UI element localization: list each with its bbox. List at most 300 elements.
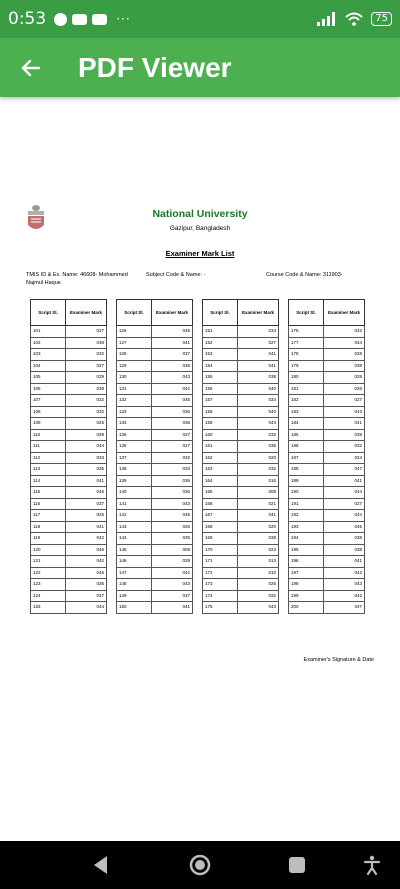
script-sl-cell: 186 [289,441,324,453]
table-row [31,487,107,499]
examiner-mark-cell: 032 [66,349,107,361]
examiner-mark-cell: 041 [238,349,279,361]
table-row [117,590,193,602]
table-row [289,521,365,533]
table-row [117,349,193,361]
script-sl-cell: 130 [117,372,152,384]
table-row [117,556,193,568]
table-row [203,544,279,556]
examiner-mark-cell: 042 [324,590,365,602]
table-row [117,544,193,556]
script-sl-cell: 115 [31,487,66,499]
examiner-mark-cell: 041 [238,360,279,372]
script-sl-cell: 142 [117,510,152,522]
column-header-examiner-mark: Examiner Mark [324,300,365,326]
column-header-examiner-mark: Examiner Mark [152,300,193,326]
examiner-info: TMIS ID & Ex. Name: 46608- Mohammed Najmul Haque [26,272,128,286]
examiner-mark-cell: 020 [238,521,279,533]
examiner-mark-cell: 041 [66,521,107,533]
examiner-mark-cell: 028 [152,556,193,568]
table-row [289,487,365,499]
script-sl-cell: 200 [289,602,324,614]
examiner-mark-cell: 039 [324,429,365,441]
table-row [289,602,365,614]
column-header-script-sl: Script Sl. [117,300,152,326]
table-row [203,556,279,568]
table-row [289,567,365,579]
examiner-mark-cell: 032 [66,395,107,407]
examiner-mark-cell: 038 [238,533,279,545]
script-sl-cell: 149 [117,590,152,602]
examiner-mark-cell: 043 [152,498,193,510]
table-row [117,429,193,441]
script-sl-cell: 114 [31,475,66,487]
script-sl-cell: 151 [203,326,238,338]
app-bar [0,38,400,97]
examiner-mark-cell: 032 [238,464,279,476]
examiner-mark-cell: 029 [66,372,107,384]
table-row [117,337,193,349]
script-sl-cell: 147 [117,567,152,579]
table-row [117,383,193,395]
table-row [31,544,107,556]
table-row [117,602,193,614]
examiner-mark-cell: 016 [238,475,279,487]
table-row [31,556,107,568]
script-sl-cell: 166 [203,498,238,510]
table-row [31,475,107,487]
script-sl-cell: 164 [203,475,238,487]
table-row [289,498,365,510]
script-sl-cell: 173 [203,579,238,591]
document-title: Examiner Mark List [165,249,235,258]
script-sl-cell: 194 [289,533,324,545]
table-row [31,533,107,545]
table-row [117,487,193,499]
table-row [289,556,365,568]
script-sl-cell: 191 [289,498,324,510]
script-sl-cell: 105 [31,372,66,384]
table-row [31,579,107,591]
examiner-mark-cell: 027 [66,360,107,372]
youtube-notification-icon [72,14,87,25]
script-sl-cell: 161 [203,441,238,453]
table-row [289,337,365,349]
examiner-mark-cell: 027 [152,441,193,453]
examiner-mark-cell: 027 [324,498,365,510]
examiner-mark-cell: 008 [152,544,193,556]
column-header-script-sl: Script Sl. [289,300,324,326]
table-row [289,464,365,476]
table-row [31,383,107,395]
table-row [203,590,279,602]
examiner-mark-cell: 037 [66,498,107,510]
script-sl-cell: 140 [117,487,152,499]
examiner-mark-cell: 041 [324,475,365,487]
script-sl-cell: 170 [203,544,238,556]
script-sl-cell: 167 [203,510,238,522]
script-sl-cell: 108 [31,406,66,418]
examiner-mark-cell: 041 [152,337,193,349]
examiner-mark-cell: 040 [238,383,279,395]
pdf-page[interactable] [20,190,380,670]
navigation-bar [0,841,400,889]
script-sl-cell: 121 [31,556,66,568]
table-row [117,326,193,338]
table-row [203,360,279,372]
column-header-script-sl: Script Sl. [31,300,66,326]
table-row [289,544,365,556]
examiner-mark-cell: 045 [66,487,107,499]
table-row [203,441,279,453]
examiner-mark-cell: 045 [324,521,365,533]
examiner-mark-cell: 032 [238,429,279,441]
examiner-mark-cell: 032 [324,441,365,453]
examiner-mark-cell: 021 [238,498,279,510]
table-row [203,406,279,418]
examiner-mark-cell: 045 [66,567,107,579]
script-sl-cell: 137 [117,452,152,464]
script-sl-cell: 162 [203,452,238,464]
examiner-mark-cell: 036 [152,406,193,418]
examiner-mark-cell: 026 [324,383,365,395]
examiner-mark-cell: 036 [238,441,279,453]
script-sl-cell: 175 [203,602,238,614]
table-row [203,602,279,614]
mark-table [116,299,193,614]
table-row [203,383,279,395]
column-header-examiner-mark: Examiner Mark [238,300,279,326]
table-row [203,452,279,464]
examiner-mark-cell: 038 [324,544,365,556]
table-row [203,521,279,533]
youtube-notification-icon [92,14,107,25]
script-sl-cell: 189 [289,475,324,487]
table-row [31,395,107,407]
table-row [289,475,365,487]
script-sl-cell: 155 [203,372,238,384]
script-sl-cell: 133 [117,406,152,418]
script-sl-cell: 157 [203,395,238,407]
examiner-mark-cell: 035 [152,533,193,545]
script-sl-cell: 144 [117,533,152,545]
examiner-mark-cell: 042 [152,383,193,395]
table-row [203,567,279,579]
examiner-mark-cell: 037 [66,326,107,338]
table-row [203,337,279,349]
wifi-icon [345,12,363,26]
examiner-mark-cell: 037 [66,590,107,602]
table-row [31,326,107,338]
table-row [31,590,107,602]
examiner-mark-cell: 043 [152,579,193,591]
table-row [289,372,365,384]
script-sl-cell: 122 [31,567,66,579]
table-row [203,326,279,338]
script-sl-cell: 129 [117,360,152,372]
examiner-mark-cell: 041 [238,510,279,522]
table-row [289,383,365,395]
script-sl-cell: 160 [203,429,238,441]
table-row [31,360,107,372]
script-sl-cell: 165 [203,487,238,499]
table-row [203,533,279,545]
subject-info: Subject Code & Name: - [146,272,206,278]
script-sl-cell: 102 [31,337,66,349]
examiner-mark-cell: 037 [152,349,193,361]
table-row [289,510,365,522]
table-row [289,395,365,407]
script-sl-cell: 110 [31,429,66,441]
signature-label: Examiner's Signature & Date [303,657,374,663]
table-row [117,498,193,510]
script-sl-cell: 163 [203,464,238,476]
script-sl-cell: 158 [203,406,238,418]
table-row [289,441,365,453]
table-row [289,349,365,361]
battery-icon: 75 [371,12,392,26]
script-sl-cell: 128 [117,349,152,361]
mark-table [202,299,279,614]
script-sl-cell: 197 [289,567,324,579]
examiner-mark-cell: 036 [66,579,107,591]
examiner-mark-cell: 041 [66,475,107,487]
examiner-mark-cell: 032 [66,406,107,418]
script-sl-cell: 199 [289,590,324,602]
examiner-mark-cell: 027 [324,395,365,407]
accessibility-button[interactable] [360,853,384,877]
examiner-mark-cell: 025 [66,510,107,522]
signal-icon [317,12,337,26]
table-row [31,349,107,361]
script-sl-cell: 188 [289,464,324,476]
table-row [203,464,279,476]
table-row [31,372,107,384]
table-row [203,510,279,522]
script-sl-cell: 131 [117,383,152,395]
examiner-mark-cell: 008 [238,487,279,499]
table-row [117,475,193,487]
table-row [117,360,193,372]
table-row [31,429,107,441]
course-info: Course Code & Name: 311903- [266,272,343,278]
status-time: 0:53 [8,9,47,29]
script-sl-cell: 193 [289,521,324,533]
examiner-mark-cell: 041 [324,418,365,430]
examiner-mark-cell: 026 [238,579,279,591]
examiner-mark-cell: 044 [324,510,365,522]
table-row [117,510,193,522]
script-sl-cell: 172 [203,567,238,579]
table-row [31,337,107,349]
examiner-mark-cell: 032 [152,452,193,464]
script-sl-cell: 126 [117,326,152,338]
script-sl-cell: 146 [117,556,152,568]
table-row [289,533,365,545]
table-row [117,372,193,384]
table-row [117,579,193,591]
table-row [117,567,193,579]
table-row [117,452,193,464]
script-sl-cell: 111 [31,441,66,453]
script-sl-cell: 116 [31,498,66,510]
script-sl-cell: 148 [117,579,152,591]
script-sl-cell: 184 [289,418,324,430]
table-row [31,464,107,476]
examiner-mark-cell: 043 [152,372,193,384]
script-sl-cell: 145 [117,544,152,556]
table-row [203,372,279,384]
examiner-mark-cell: 035 [66,464,107,476]
script-sl-cell: 104 [31,360,66,372]
table-row [289,579,365,591]
script-sl-cell: 154 [203,360,238,372]
mark-table [30,299,107,614]
script-sl-cell: 134 [117,418,152,430]
script-sl-cell: 196 [289,556,324,568]
column-header-examiner-mark: Examiner Mark [66,300,107,326]
examiner-mark-cell: 038 [238,372,279,384]
nav-home-button[interactable] [188,853,212,877]
script-sl-cell: 138 [117,464,152,476]
examiner-mark-cell: 010 [238,567,279,579]
examiner-mark-cell: 039 [324,360,365,372]
script-sl-cell: 139 [117,475,152,487]
more-notifications-icon: ··· [116,12,131,26]
examiner-mark-cell: 023 [238,544,279,556]
table-row [31,406,107,418]
back-button[interactable] [8,45,54,91]
script-sl-cell: 112 [31,452,66,464]
table-row [117,464,193,476]
examiner-mark-cell: 028 [324,372,365,384]
examiner-mark-cell: 036 [152,418,193,430]
table-row [117,418,193,430]
table-row [203,349,279,361]
examiner-mark-cell: 037 [152,590,193,602]
table-row [31,567,107,579]
examiner-mark-cell: 032 [238,590,279,602]
examiner-mark-cell: 045 [152,510,193,522]
script-sl-cell: 117 [31,510,66,522]
script-sl-cell: 198 [289,579,324,591]
examiner-mark-cell: 044 [66,602,107,614]
script-sl-cell: 152 [203,337,238,349]
script-sl-cell: 118 [31,521,66,533]
script-sl-cell: 127 [117,337,152,349]
script-sl-cell: 119 [31,533,66,545]
table-row [117,533,193,545]
examiner-mark-cell: 042 [66,533,107,545]
examiner-mark-cell: 027 [152,429,193,441]
script-sl-cell: 123 [31,579,66,591]
examiner-mark-cell: 043 [324,406,365,418]
examiner-mark-cell: 044 [324,337,365,349]
examiner-mark-cell: 038 [66,337,107,349]
nav-recents-button[interactable] [285,853,309,877]
table-row [31,498,107,510]
script-sl-cell: 107 [31,395,66,407]
table-row [203,418,279,430]
examiner-mark-cell: 041 [152,602,193,614]
table-row [31,418,107,430]
script-sl-cell: 195 [289,544,324,556]
arrow-left-icon [21,58,41,78]
examiner-mark-cell: 025 [66,418,107,430]
script-sl-cell: 124 [31,590,66,602]
nav-back-button[interactable] [89,853,113,877]
script-sl-cell: 182 [289,395,324,407]
table-row [289,406,365,418]
university-address: Gazipur, Bangladesh [169,225,231,232]
table-row [203,487,279,499]
script-sl-cell: 177 [289,337,324,349]
examiner-mark-cell: 039 [66,383,107,395]
script-sl-cell: 132 [117,395,152,407]
script-sl-cell: 120 [31,544,66,556]
script-sl-cell: 183 [289,406,324,418]
table-row [117,441,193,453]
script-sl-cell: 168 [203,521,238,533]
examiner-mark-cell: 043 [324,579,365,591]
table-row [31,441,107,453]
script-sl-cell: 185 [289,429,324,441]
mark-table [288,299,365,614]
script-sl-cell: 113 [31,464,66,476]
examiner-mark-cell: 028 [324,349,365,361]
script-sl-cell: 156 [203,383,238,395]
script-sl-cell: 103 [31,349,66,361]
table-row [117,406,193,418]
examiner-mark-cell: 033 [66,452,107,464]
examiner-mark-cell: 047 [324,602,365,614]
university-name: National University [152,208,248,220]
script-sl-cell: 153 [203,349,238,361]
table-row [203,579,279,591]
script-sl-cell: 180 [289,372,324,384]
examiner-mark-cell: 035 [152,360,193,372]
script-sl-cell: 106 [31,383,66,395]
script-sl-cell: 159 [203,418,238,430]
script-sl-cell: 101 [31,326,66,338]
examiner-mark-cell: 039 [66,429,107,441]
table-row [289,429,365,441]
script-sl-cell: 143 [117,521,152,533]
examiner-mark-cell: 034 [238,395,279,407]
examiner-mark-cell: 036 [152,475,193,487]
script-sl-cell: 192 [289,510,324,522]
examiner-mark-cell: 042 [66,556,107,568]
app-title: PDF Viewer [78,51,232,83]
examiner-mark-cell: 024 [324,452,365,464]
examiner-mark-cell: 041 [324,556,365,568]
examiner-mark-cell: 043 [238,602,279,614]
table-row [289,590,365,602]
table-row [31,510,107,522]
examiner-mark-cell: 042 [324,326,365,338]
table-row [31,602,107,614]
examiner-mark-cell: 044 [238,418,279,430]
examiner-mark-cell: 045 [152,326,193,338]
examiner-mark-cell: 045 [152,395,193,407]
examiner-mark-cell: 020 [238,452,279,464]
script-sl-cell: 190 [289,487,324,499]
table-row [117,521,193,533]
examiner-mark-cell: 013 [238,556,279,568]
script-sl-cell: 176 [289,326,324,338]
script-sl-cell: 174 [203,590,238,602]
examiner-mark-cell: 038 [324,533,365,545]
